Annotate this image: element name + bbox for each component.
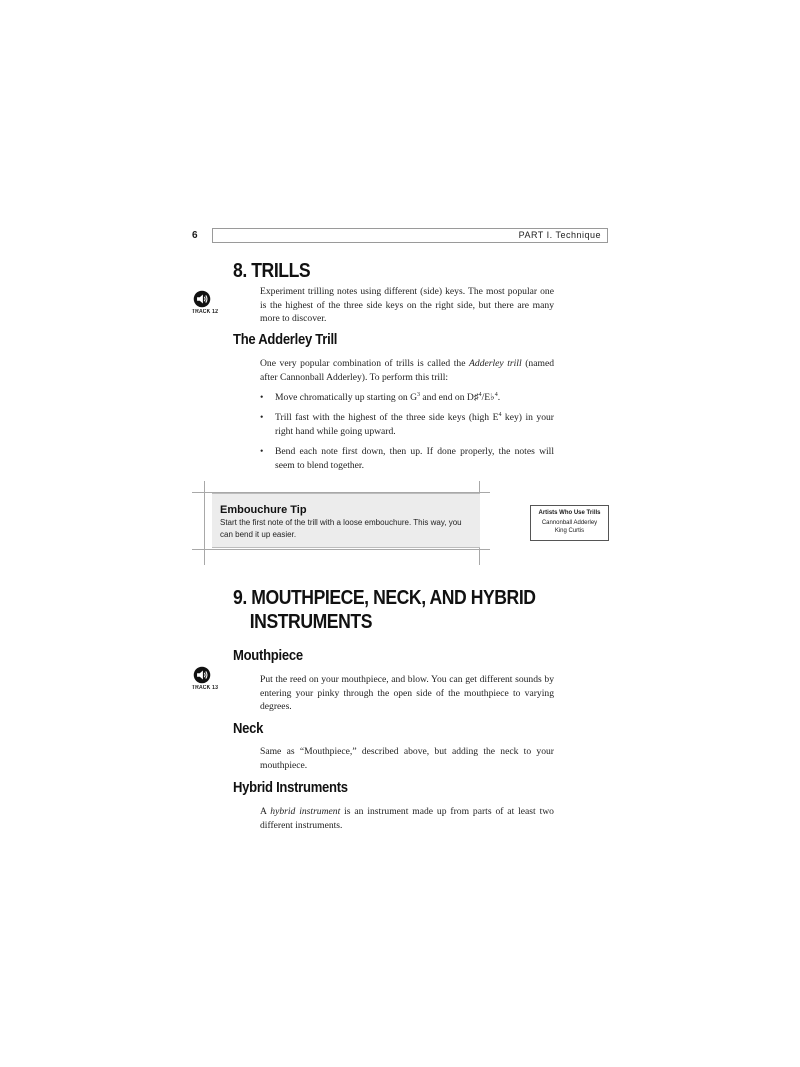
- hybrid-text: A hybrid instrument is an instrument made up from parts of at least two different instruments.: [260, 806, 554, 831]
- term-adderley-trill: Adderley trill: [469, 358, 522, 369]
- list-item: • Bend each note first down, then up. If done properly, the notes will seem to blend together.: [260, 445, 554, 472]
- mouthpiece-text: Put the reed on your mouthpiece, and blow. You can get different sounds by entering your pinky through the open side of the mouthpiece to varying degrees.: [260, 674, 554, 713]
- list-item: • Trill fast with the highest of the three side keys (high $E^4$ key) in your right hand while going upward.: [260, 411, 554, 438]
- mouthpiece-heading: Mouthpiece: [233, 648, 303, 664]
- track-label: TRACK 12: [191, 309, 219, 315]
- hybrid-heading: Hybrid Instruments: [233, 780, 348, 796]
- adderley-steps: [260, 391, 554, 479]
- section-9-title: 9. MOUTHPIECE, NECK, AND HYBRID INSTRUMENTS: [233, 587, 536, 633]
- running-header: [212, 228, 608, 243]
- tip-title: Embouchure Tip: [220, 504, 307, 516]
- track-13-marker: [190, 666, 219, 691]
- trills-intro: Experiment trilling notes using different (side) keys. The most popular one is the highest of the three side keys on the right side, but there are many more to discover.: [260, 286, 554, 325]
- section-8-title: 8. TRILLS: [233, 260, 311, 282]
- page-number: 6: [192, 230, 198, 241]
- track-label: TRACK 13: [191, 685, 219, 691]
- adderley-paragraph: One very popular combination of trills is called the Adderley trill (named after Cannonball Adderley). To perform this trill:: [260, 358, 554, 383]
- crop-mark: [192, 549, 490, 550]
- neck-heading: Neck: [233, 721, 264, 737]
- sidebar-title: Artists Who Use Trills: [538, 510, 601, 516]
- track-12-marker: [190, 290, 219, 315]
- neck-text: Same as “Mouthpiece,” described above, but adding the neck to your mouthpiece.: [260, 746, 554, 771]
- list-item: • Move chromatically up starting on $G^3$ and end on D♯$^4$/E♭$^4$.: [260, 391, 554, 405]
- running-title: PART I. Technique: [518, 230, 601, 240]
- adderley-heading: The Adderley Trill: [233, 332, 338, 348]
- term-hybrid-instrument: hybrid instrument: [270, 806, 341, 817]
- crop-mark: [204, 481, 205, 565]
- speaker-icon: [193, 666, 211, 684]
- speaker-icon: [193, 290, 211, 308]
- sidebar-item: King Curtis: [554, 528, 585, 534]
- sidebar-item: Cannonball Adderley: [541, 520, 598, 526]
- tip-text: Start the first note of the trill with a loose embouchure. This way, you can bend it up easier.: [220, 518, 462, 539]
- artists-sidebar: [530, 505, 609, 541]
